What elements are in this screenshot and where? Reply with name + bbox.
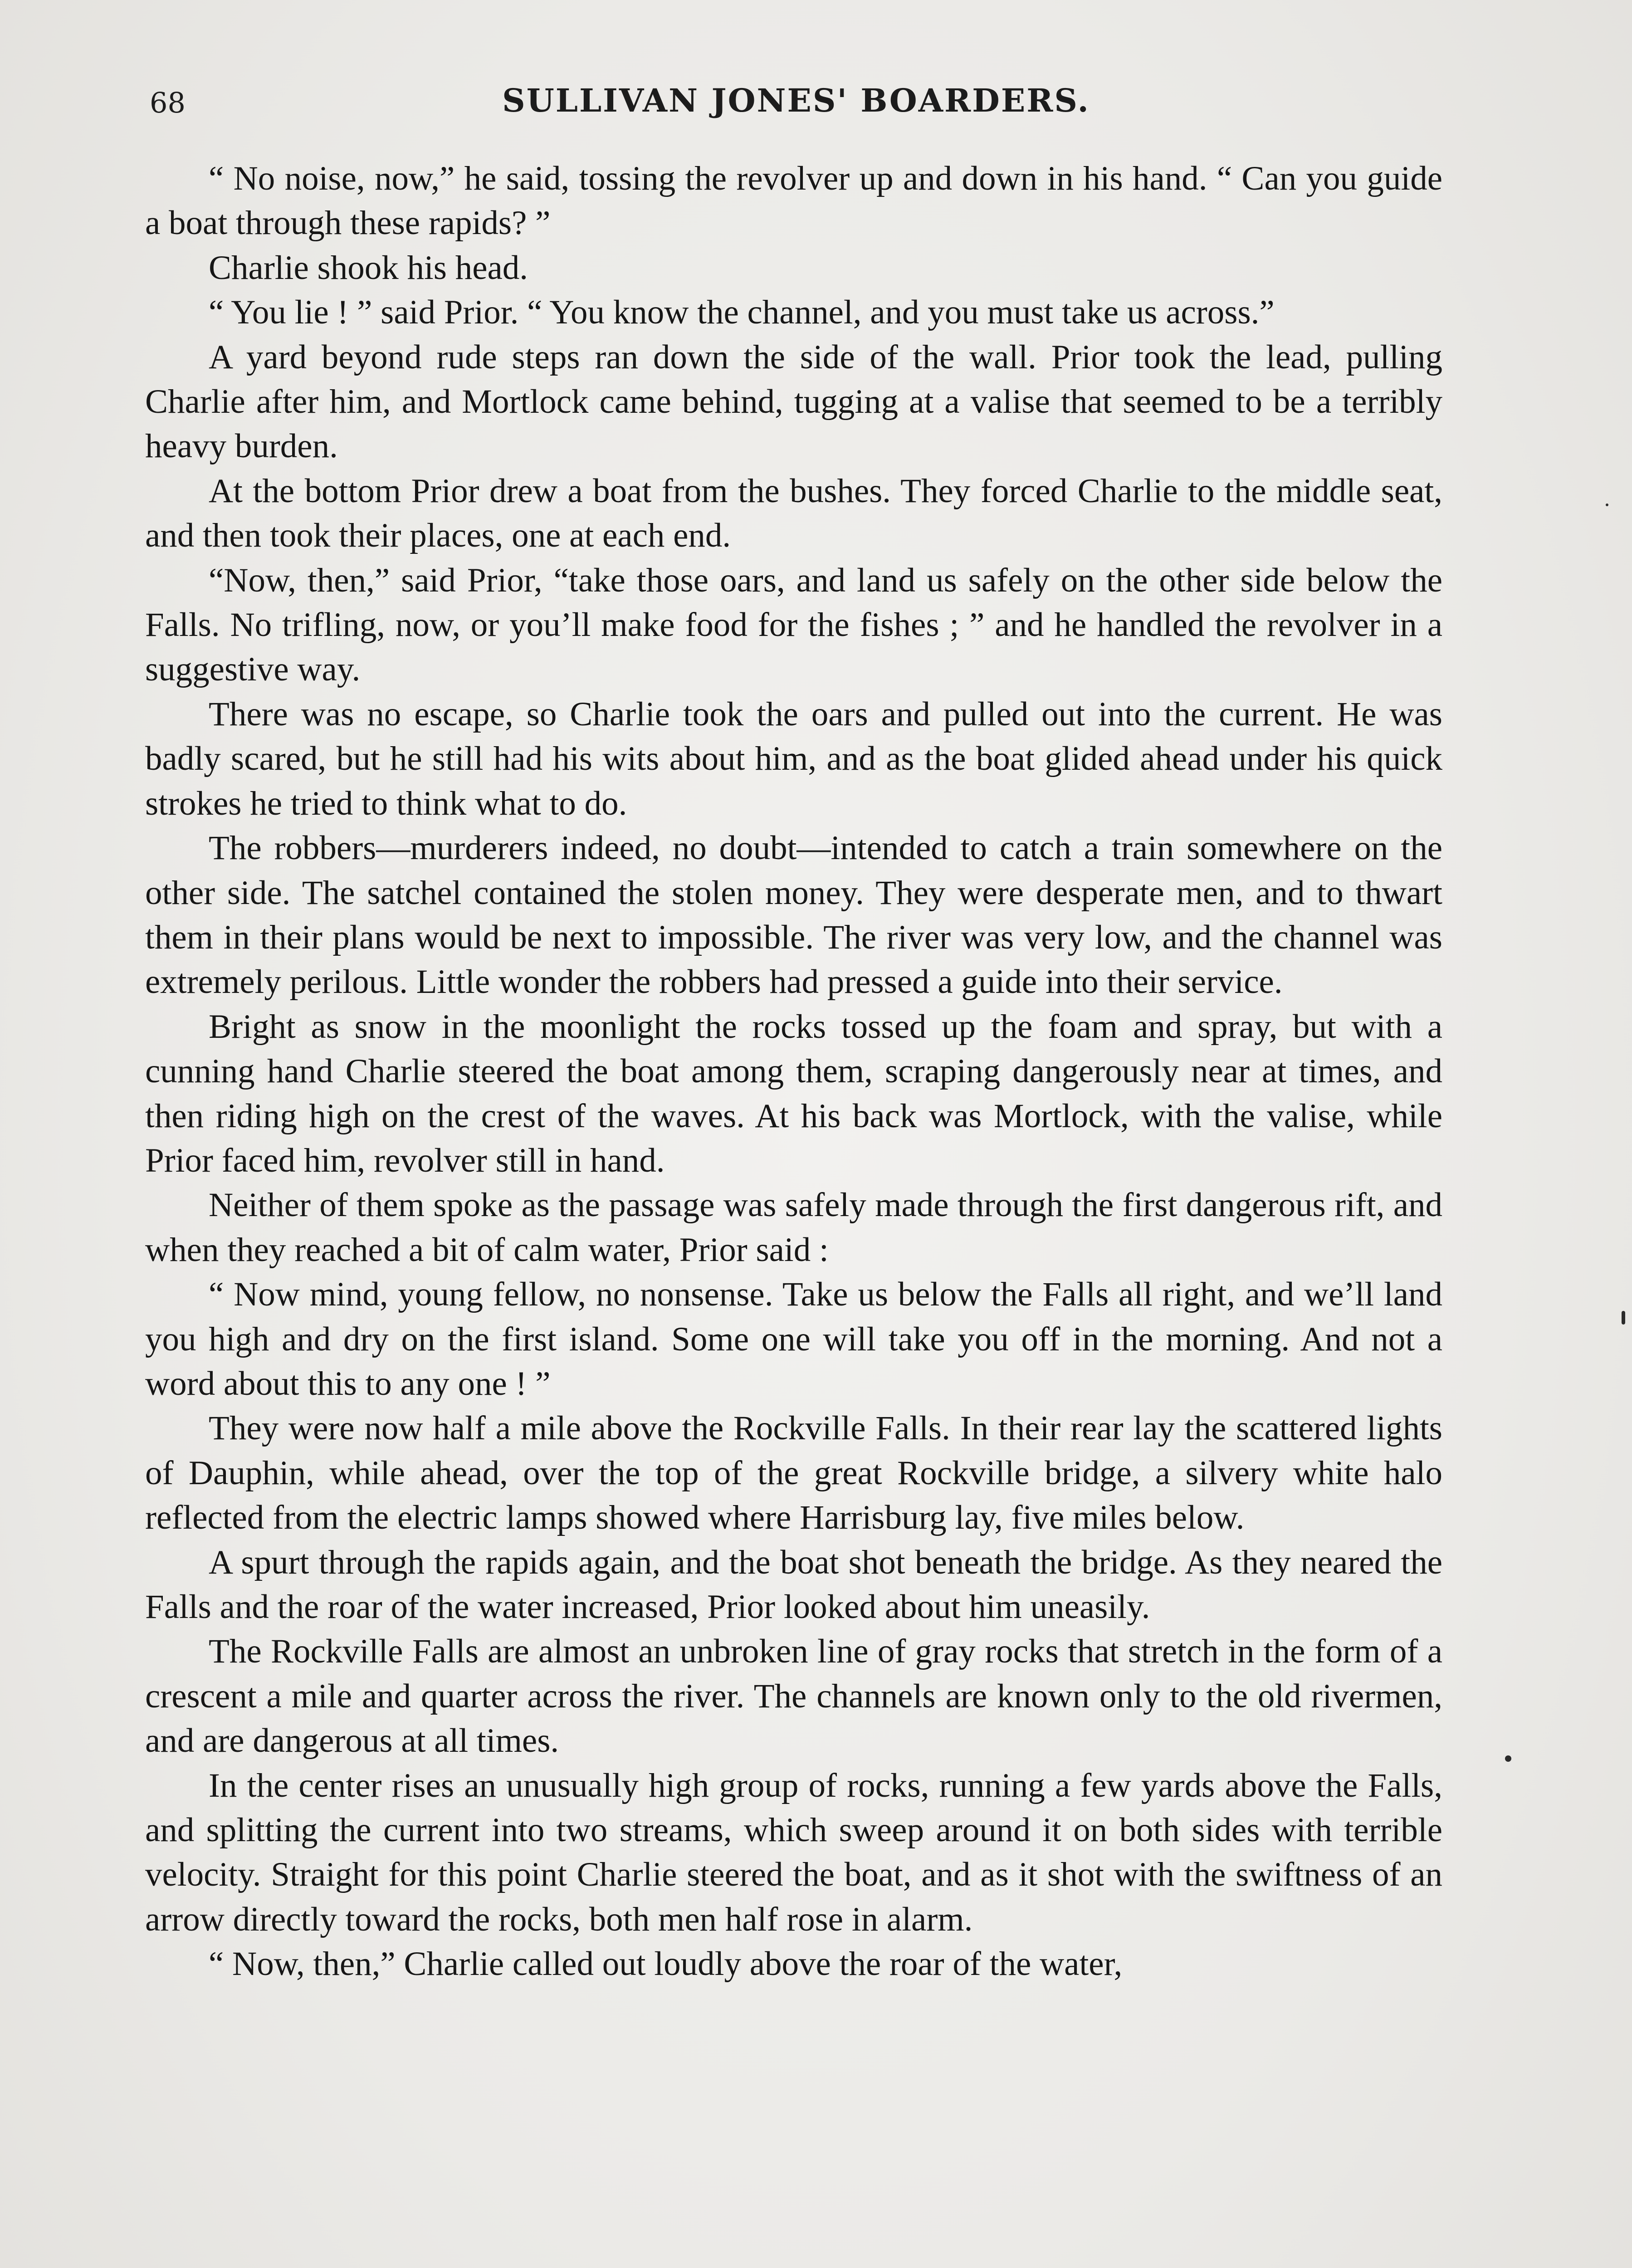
page-header-title: SULLIVAN JONES' BOARDERS.: [502, 82, 1090, 119]
paragraph: They were now half a mile above the Rockville Falls. In their rear lay the scattered lights of Dauphin, while ahead, over the top of the great Rockville bridge, a silvery white halo reflected from the electric lamps showed where Harrisburg lay, five miles below.: [145, 1409, 1442, 1537]
paragraph: “Now, then,” said Prior, “take those oars, and land us safely on the other side below the Falls. No trifling, now, or you’ll make food for the fishes ; ” and he handled the revolver in a suggestive way.: [145, 561, 1442, 689]
paragraph: A yard beyond rude steps ran down the side of the wall. Prior took the lead, pulling Charlie after him, and Mortlock came behind, tugging at a valise that seemed to be a terribly heavy burden.: [145, 338, 1442, 465]
paragraph: Bright as snow in the moonlight the rocks tossed up the foam and spray, but with a cunning hand Charlie steered the boat among them, scraping dangerously near at times, and then riding high on the crest of the waves. At his back was Mortlock, with the valise, while Prior faced him, revolver still in hand.: [145, 1007, 1442, 1179]
paragraph: “ No noise, now,” he said, tossing the revolver up and down in his hand. “ Can you guide a boat through these rapids? ”: [145, 160, 1442, 242]
scan-speck: [1622, 1311, 1625, 1325]
paragraph: A spurt through the rapids again, and the boat shot beneath the bridge. As they neared the Falls and the roar of the water increased, Prior looked about him uneasily.: [145, 1543, 1442, 1626]
paragraph: At the bottom Prior drew a boat from the bushes. They forced Charlie to the middle seat, and then took their places, one at each end.: [145, 472, 1442, 555]
scan-speck: [1505, 1755, 1511, 1762]
paragraph: The robbers—murderers indeed, no doubt—intended to catch a train somewhere on the other side. The satchel contained the stolen money. They were desperate men, and to thwart them in their plans would be next to impossible. The river was very low, and the channel was extremely perilous. Little wonder the robbers had pressed a guide into their service.: [145, 829, 1442, 1001]
paragraph: “ Now, then,” Charlie called out loudly above the roar of the water,: [209, 1945, 1123, 1983]
paragraph: Neither of them spoke as the passage was safely made through the first dangerous rift, and when they reached a bit of calm water, Prior said :: [145, 1186, 1442, 1269]
paragraph: “ Now mind, young fellow, no nonsense. Take us below the Falls all right, and we’ll land you high and dry on the first island. Some one will take you off in the morning. And not a word about this to any one ! ”: [145, 1276, 1442, 1403]
page-number: 68: [150, 86, 186, 119]
paragraph: The Rockville Falls are almost an unbroken line of gray rocks that stretch in the form of a crescent a mile and quarter across the river. The channels are known only to the old rivermen, and are dangerous at all times.: [145, 1633, 1442, 1760]
scan-speck: [1606, 503, 1608, 506]
paragraph: In the center rises an unusually high group of rocks, running a few yards above the Falls, and splitting the current into two streams, which sweep around it on both sides with terrible velocity. Straight for this point Charlie steered the boat, and as it shot with the swiftness of an arrow directly toward the rocks, both men half rose in alarm.: [145, 1766, 1442, 1938]
paragraph: Charlie shook his head.: [209, 249, 528, 287]
body-text: [145, 156, 1442, 1987]
running-head: [150, 82, 1442, 136]
paragraph: There was no escape, so Charlie took the oars and pulled out into the current. He was badly scared, but he still had his wits about him, and as the boat glided ahead under his quick strokes he tried to think what to do.: [145, 695, 1442, 822]
paragraph: “ You lie ! ” said Prior. “ You know the channel, and you must take us across.”: [209, 293, 1275, 332]
